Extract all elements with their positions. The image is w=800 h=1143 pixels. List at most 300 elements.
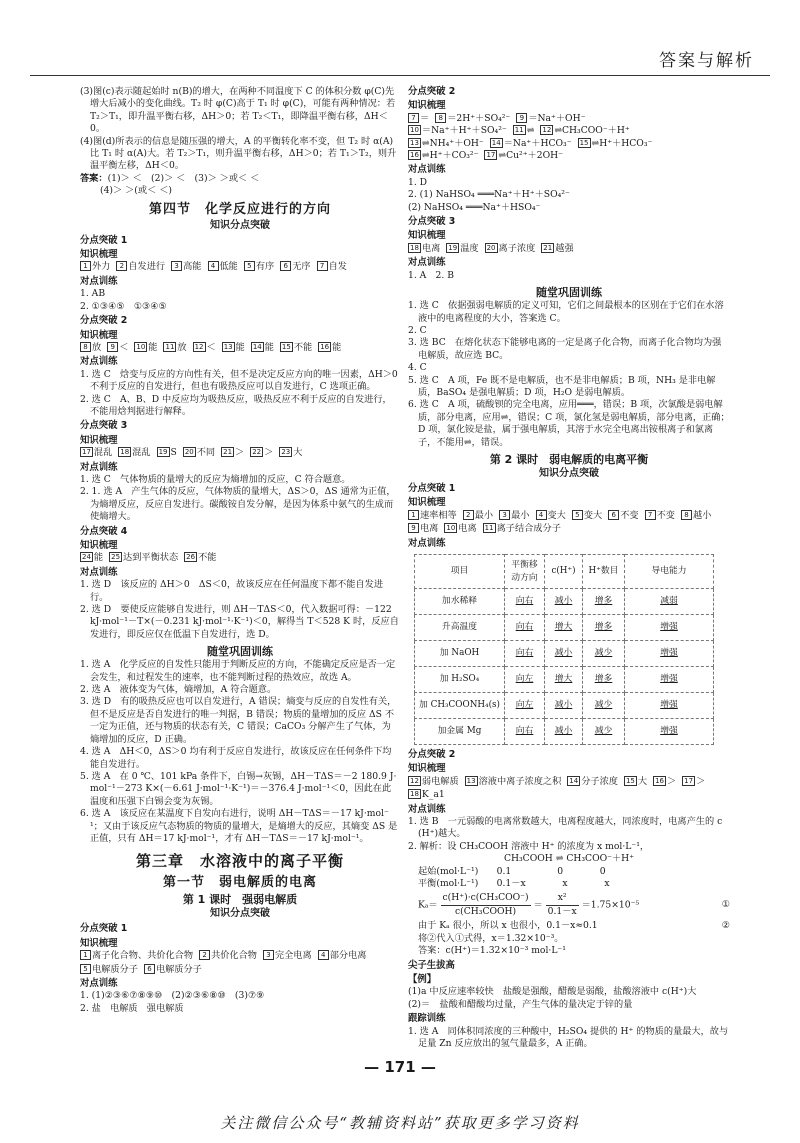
fill-text: ⇌H⁺＋CO₃²⁻ [421,150,479,162]
knowledge-heading: 知识梳理 [80,249,118,261]
number-badge: 3 [263,950,274,960]
answer-item: 4. C [408,362,427,374]
cell-value: 向右 [515,726,534,737]
table-cell: 加 NaOH [415,641,505,667]
number-badge: 21 [543,243,553,252]
page-number: — 171 — [364,1058,436,1076]
fill-item [171,261,201,273]
cell-value: 增强 [660,674,678,685]
equilibrium-start: 起始(mol·L⁻¹) 0.1 0 0 [418,865,606,877]
number-badge: 14 [252,342,262,351]
number-badge: 18 [410,790,419,799]
fill-text: 电离 [458,523,477,535]
answer-item: (2) NaHSO₄ ═══Na⁺＋HSO₄⁻ [408,201,541,213]
table-cell [505,641,545,667]
fill-boxes [408,510,730,536]
fill-boxes [80,261,400,273]
training-heading: 对点训练 [80,275,118,287]
fill-item [263,950,312,962]
number-badge: 12 [542,126,552,135]
knowledge-heading: 知识梳理 [408,100,446,112]
number-badge: 11 [514,126,524,135]
break-heading: 分点突破 2 [80,315,128,327]
answer-list [408,177,730,214]
answer-list [408,816,730,853]
fill-item [193,342,216,354]
table-cell [583,641,625,667]
cell-value: 增多 [594,622,613,633]
fill-item [244,261,274,273]
table-cell: 升高温度 [415,615,505,641]
equation-tag: ② [721,920,730,932]
advanced-heading: 尖子生拔高 [408,959,455,971]
cell-value: 增多 [594,596,613,607]
consolidation-heading: 随堂巩固训练 [207,645,273,659]
fill-text: 高能 [183,261,202,273]
cell-value: 增强 [660,648,678,659]
number-badge: 8 [80,342,91,352]
number-badge: 5 [572,510,583,520]
fill-text: 越小 [693,509,712,521]
number-badge: 4 [208,261,219,271]
fill-text: 外力 [92,261,111,273]
fill-text: 离子化合物、共价化合物 [92,950,194,962]
number-badge: 3 [171,261,182,271]
fill-item [118,447,150,459]
table-body [415,589,714,745]
fill-item [184,552,216,564]
fill-boxes [408,243,730,255]
answer-item: (2)＝ 盐酸和醋酸均过量，产生气体的量决定于锌的量 [408,998,633,1010]
fill-text: ＝Na⁺＋OH⁻ [528,112,586,124]
fill-text: 达到平衡状态 [123,552,179,564]
fill-item [645,510,675,522]
number-badge: 20 [486,243,496,252]
ka-numerator: c(H⁺)·c(CH₃COO⁻) [441,892,531,905]
answer-item: 2. 1. 选 A 产生气体的反应，气体物质的量增大，ΔS＞0，ΔS 通常为正值，为熵增反应，反应自发进行。碳酸铵自发分解，是因为体系中氨气的生成而使熵增大。 [80,486,396,523]
fill-item [408,125,507,137]
answer-item: 2. 选 C A、B、D 中反应均为吸热反应，吸热反应不利于反应的自发进行，不能用焓判据进行解释。 [80,393,392,417]
answer-list [80,579,400,641]
number-badge: 22 [252,448,262,457]
number-badge: 6 [280,261,291,271]
answer-item: 3. 选 BC 在熔化状态下能够电离的一定是离子化合物，而离子化合物均为强电解质，故应选 BC。 [408,337,722,361]
fill-text: 自发 [328,261,347,273]
fill-item [567,776,618,788]
fill-text: ＝Na⁺＋H⁺＋SO₄²⁻ [421,125,507,137]
number-badge: 14 [569,776,579,785]
table-cell [505,693,545,719]
section-subtitle: 知识分点突破 [210,219,270,231]
table-cell [583,667,625,693]
cell-value: 增大 [554,674,573,685]
consolidation-heading: 随堂巩固训练 [536,286,602,300]
fill-text: 能 [264,341,274,353]
answer-item: 2. (1) NaHSO₄ ═══Na⁺＋H⁺＋SO₄²⁻ [408,189,570,201]
answer-item: 3. 选 D 有的吸热反应也可以自发进行，A 错误；熵变与反应的自发性有关，但不是反应是否自发进行的唯一判据，B 错误；物质的量增加的反应 ΔS 不一定为正值，还与物质的状态有关，C 错误；CaCO₃ 分解产生了气体，为熵增加的反应，D 正确。 [80,696,397,745]
answer-item: 2. 选 A 液体变为气体，熵增加，A 符合题意。 [80,684,277,696]
fill-text: 弱电解质 [421,775,459,787]
fill-text: 不能 [198,552,217,564]
number-badge: 16 [320,342,330,351]
fill-text: 电解质分子 [155,963,202,975]
fill-boxes [80,447,400,459]
number-badge: 9 [107,342,118,352]
number-badge: 7 [645,510,656,520]
answer-label: 答案： [80,172,108,184]
fill-item [157,447,177,459]
cell-value: 向右 [515,648,534,659]
number-badge: 15 [625,776,635,785]
fill-item [107,342,128,354]
number-badge: 16 [655,776,664,785]
answer-item: 1. 选 C 焓变与反应的方向性有关，但不是决定反应方向的唯一因素，ΔH＞0 不利于反应的自发进行，但也有吸热反应可以自发进行，C 选项正确。 [80,368,398,393]
fill-text: ⇌CH₃COO⁻＋H⁺ [554,125,630,137]
fill-text: ＝ [420,112,430,124]
answer-item: 2. 盐 电解质 强电解质 [80,1002,184,1014]
fill-item [250,447,273,459]
fill-text: ⇌ [526,125,535,137]
answer-list [80,659,400,845]
answer-item: 1. 选 C 依据强弱电解质的定义可知，它们之间最根本的区别在于它们在水溶液中的电离程度的大小，答案选 C。 [408,300,724,324]
break-heading: 分点突破 2 [408,749,456,760]
training-heading: 对点训练 [80,977,118,989]
number-badge: 2 [199,950,210,960]
fill-text: 电离 [420,523,439,535]
cell-value: 减少 [594,648,613,659]
number-badge: 8 [681,510,692,520]
number-badge: 13 [410,138,419,147]
fill-text: ⇌H⁺＋HCO₃⁻ [591,137,653,149]
equation-row [408,113,730,125]
fill-item [408,523,438,535]
number-badge: 10 [446,524,456,533]
answer-list [80,474,400,524]
answer-text: (4)＞ ＞(或＜ ＜) [100,185,172,197]
fill-item [80,552,103,564]
fill-item [608,510,638,522]
number-badge: 2 [116,261,127,271]
ka-formula [408,892,730,918]
table-cell [545,589,583,615]
number-badge: 4 [536,510,547,520]
fill-item [183,447,215,459]
training-heading: 对点训练 [408,164,446,176]
table-cell [625,693,714,719]
number-badge: 12 [194,342,204,351]
break-heading: 分点突破 3 [408,216,456,228]
fill-text: 大 [293,447,303,459]
table-cell: 加 CH₃COONH₄(s) [415,693,505,719]
fill-text: ＞ [264,447,274,459]
fill-item [163,342,186,354]
ka-denominator-2: 0.1－x [547,905,577,917]
fill-text: 离子浓度 [498,242,536,254]
fill-item [485,243,536,255]
table-row [415,719,714,745]
answer-line [80,173,400,185]
fill-item [134,342,157,354]
final-answer: 答案：c(H⁺)＝1.32×10⁻³ mol·L⁻¹ [418,945,566,957]
table-header: 平衡移动方向 [505,555,545,589]
ka-numerator-2: x² [546,892,579,905]
table-cell [583,693,625,719]
number-badge: 11 [165,342,175,351]
fill-item [578,138,653,150]
cell-value: 增强 [660,726,678,737]
cell-value: 减小 [554,596,573,607]
answer-item: 1. 选 B 一元弱酸的电离常数越大，电离程度越大，同浓度时，电离产生的 c(H⁺)越大。 [408,816,723,840]
fill-item [317,261,347,273]
example-label: 【例】 [408,973,437,985]
approx-row [408,920,730,932]
answer-list [80,990,400,1015]
training-heading: 对点训练 [408,257,446,269]
fill-text: 完全电离 [275,950,312,962]
table-cell [583,719,625,745]
table-cell [545,693,583,719]
answer-item: 1. (1)②③⑥⑦⑧⑨⑩ (2)②③⑥⑧⑩ (3)⑦⑨ [80,990,265,1002]
fill-item [463,510,493,522]
ka-denominator: c(CH₃COOH) [455,905,517,917]
break-heading: 分点突破 4 [80,525,128,537]
header-title: 答案与解析 [659,51,754,71]
ka-equals: ＝ [533,899,543,911]
fill-text: 离子结合成分子 [496,523,561,535]
number-badge: 18 [120,448,130,457]
follow-heading: 跟踪训练 [408,1013,446,1025]
fill-item [540,125,629,137]
number-badge: 14 [491,138,501,147]
fill-item [318,950,367,962]
fill-text: 能 [148,341,158,353]
number-badge: 15 [281,342,291,351]
fill-text: 电解质分子 [92,963,138,975]
approx-text: 由于 Kₐ 很小，所以 x 也很小，0.1－x≈0.1 [418,920,598,932]
equation-row [408,138,730,150]
table-cell [625,719,714,745]
number-badge: 9 [516,113,527,123]
answer-item: 4. 选 A ΔH＜0，ΔS＞0 均有利于反应自发进行，故该反应在任何条件下均能自发进行。 [80,746,392,770]
number-badge: 1 [408,510,419,520]
header-rule [30,75,770,76]
fill-boxes [80,552,400,564]
equation-row [408,150,730,162]
table-cell [545,667,583,693]
answer-item: 1. D [408,176,428,188]
section-subtitle: 知识分点突破 [539,467,599,479]
number-badge: 17 [82,448,91,457]
number-badge: 20 [184,448,194,457]
fill-item [435,113,510,125]
answer-list [408,1026,730,1051]
table-cell [625,589,714,615]
fill-text: 有序 [255,261,275,273]
fill-text: ⇌NH₄⁺＋OH⁻ [421,137,484,149]
ionization-table [414,554,714,745]
equilibrium-balance: 平衡(mol·L⁻¹) 0.1－x x x [418,878,610,890]
answer-item: 1. A 2. B [408,269,454,281]
fill-item [279,447,302,459]
fill-item [408,243,440,255]
table-cell [505,589,545,615]
table-cell: 加水稀释 [415,589,505,615]
answer-item: 2. C [408,324,427,336]
knowledge-heading: 知识梳理 [408,497,446,509]
fill-text: ＜ [119,341,129,353]
table-row [415,589,714,615]
fill-text: 变大 [583,509,603,521]
cell-value: 减少 [594,700,613,711]
table-cell [583,589,625,615]
cell-value: 减小 [554,726,573,737]
number-badge: 13 [223,342,233,351]
lesson-title: 第 2 课时 弱电解质的电离平衡 [489,452,649,466]
table-header: c(H⁺) [545,555,583,589]
fill-item [408,776,459,788]
fill-text: ＜ [206,341,216,353]
training-heading: 对点训练 [80,566,118,578]
fill-text: K_a1 [421,789,445,801]
knowledge-heading: 知识梳理 [80,434,118,446]
fill-item [408,138,484,150]
fill-text: 变大 [547,509,566,521]
fill-text: 共价化合物 [211,950,257,962]
footer-note: 关注微信公众号“教辅资料站”获取更多学习资料 [220,1114,580,1132]
fill-item [444,523,476,535]
fill-item [80,950,193,962]
fill-text: 不能 [293,341,313,353]
break-heading: 分点突破 2 [408,86,456,97]
page-header [0,36,800,76]
number-badge: 12 [410,776,419,785]
answer-item: 6. 选 A 该反应在某温度下自发向右进行，说明 ΔH－TΔS＝－17 kJ·mol⁻¹；又由于该反应气态物质的物质的量增大，是熵增大的反应，其熵变 ΔS 是正值，只有 ΔH＝17 kJ·mol⁻¹，才有 ΔH－TΔS＝－17 kJ·mol⁻¹。 [80,808,398,844]
fill-item [221,447,244,459]
fill-text: ＝Na⁺＋HCO₃⁻ [503,137,572,149]
answer-item: (1)a 中反应速率较快 盐酸是强酸，醋酸是弱酸，盐酸溶液中 c(H⁺)大 [408,986,697,998]
intro-line: (4)图(d)所表示的信息是随压强的增大，A 的平衡转化率不变，但 T₂ 时 α(A)比 T₁ 时 α(A)大。若 T₂＞T₁，则升温平衡右移，ΔH＞0；若 T₁＞T₂，则升温平衡左移，ΔH＜0。 [80,135,397,172]
table-cell [505,667,545,693]
number-badge: 18 [410,243,419,252]
knowledge-heading: 知识梳理 [408,763,446,775]
left-column [80,86,400,1015]
table-cell [505,615,545,641]
number-badge: 9 [408,523,419,533]
fill-text: 溶液中离子浓度之积 [478,775,562,787]
fill-text: ⇌Cu²⁺＋2OH⁻ [498,150,563,162]
number-badge: 17 [684,776,694,785]
fill-text: 混乱 [132,447,151,459]
number-badge: 19 [448,243,458,252]
fill-text: ＝2H⁺＋SO₄²⁻ [447,112,511,124]
fill-item [280,261,310,273]
number-badge: 5 [80,964,91,974]
fill-boxes [80,950,400,976]
number-badge: 7 [317,261,328,271]
fill-text: 最小 [474,509,494,521]
equilibrium-equation: CH₃COOH ⇌ CH₃COO⁻＋H⁺ [503,853,635,865]
number-badge: 6 [144,964,155,974]
fill-text: ＞ [696,775,706,787]
table-cell [625,641,714,667]
fill-item [109,552,178,564]
table-row [415,693,714,719]
fill-item [251,342,274,354]
knowledge-heading: 知识梳理 [80,937,118,949]
number-badge: 10 [136,342,146,351]
fill-text: ＞ [235,447,245,459]
cell-value: 向右 [515,596,534,607]
ka-expression [418,892,639,918]
fill-text: 不变 [656,509,675,521]
number-badge: 5 [244,261,255,271]
answer-item: 1. AB [80,288,106,300]
table-cell: 加金属 Mg [415,719,505,745]
answer-text: (1)＞ ＜ (2)＞ ＜ (3)＞ ＞或＜ ＜ [107,172,260,184]
answer-item: 6. 选 C A 项，硫酸钡的完全电离，应用═══，错误；B 项，次氯酸是弱电解质，部分电离，应用⇌，错误；C 项，氯化氢是弱电解质，部分电离，正确；D 项，氯化铵是盐，属于强电解质，其溶于水完全电离出铵根离子和氯离子，不能用⇌，错误。 [408,399,730,448]
fill-text: 速率相等 [420,509,457,521]
fill-item [208,261,238,273]
answer-item: 1. 选 C 气体物质的量增大的反应为熵增加的反应，C 符合题意。 [80,473,351,485]
knowledge-heading: 知识梳理 [408,230,446,242]
break-heading: 分点突破 3 [80,420,128,432]
number-badge: 26 [186,553,196,562]
fill-item [499,510,529,522]
fill-item [624,776,647,788]
number-badge: 25 [111,553,121,562]
section-title: 第四节 化学反应进行的方向 [148,201,331,217]
table-cell [625,667,714,693]
table-header: 项目 [415,555,505,589]
number-badge: 1 [80,950,91,960]
answer-item: 1. 选 A 化学反应的自发性只能用于判断反应的方向，不能确定反应是否一定会发生，和过程发生的速率，也不能判断过程的热效应，故选 A。 [80,659,396,683]
training-heading: 对点训练 [80,461,118,473]
fill-item [484,150,563,162]
fill-item [490,138,572,150]
answer-item: 2. 选 D 要使反应能够自发进行，则 ΔH－TΔS＜0，代入数据可得：－122 kJ·mol⁻¹－T×(－0.231 kJ·mol⁻¹·K⁻¹)＜0，解得当 T＜528 K 时，反应自发进行，即反应仅在低温下自发进行，选 D。 [80,604,399,640]
answer-list [408,270,730,282]
answer-item: 1. 选 A 同体积同浓度的三种酸中，H₂SO₄ 提供的 H⁺ 的物质的量最大，故与足量 Zn 反应放出的氢气量最多，A 正确。 [408,1025,729,1049]
fill-boxes [408,776,730,802]
equation-lines [408,113,730,163]
table-header-row [415,555,714,589]
answer-item: 5. 选 A 在 0 ℃、101 kPa 条件下，白锡→灰锡，ΔH－TΔS＝－2 180.9 J·mol⁻¹－273 K×(－6.61 J·mol⁻¹·K⁻¹)＝－376.4 J·mol⁻¹＜0，因此在此温度和压强下白锡会变为灰锡。 [80,770,397,807]
fill-item [80,342,101,354]
cell-value: 向左 [515,674,534,685]
fill-text: S [170,447,177,459]
section-subtitle: 知识分点突破 [210,908,270,920]
fill-text: 自发进行 [128,261,166,273]
number-badge: 7 [408,113,419,123]
fill-text: 能 [332,341,342,353]
fill-text: 大 [637,775,648,787]
fill-text: 能 [235,341,245,353]
number-badge: 17 [486,151,496,160]
fill-text: 低能 [219,261,238,273]
knowledge-heading: 知识梳理 [80,329,118,341]
number-badge: 24 [82,553,91,562]
fill-item [408,789,445,801]
fill-item [446,243,478,255]
fill-item [572,510,602,522]
answer-item: 1. 选 D 该反应的 ΔH＞0 ΔS＜0，故该反应在任何温度下都不能自发进行。 [80,579,384,603]
table-cell [545,615,583,641]
fill-item [681,510,711,522]
number-badge: 2 [463,510,474,520]
answer-item: 5. 选 C A 项，Fe 既不是电解质，也不是非电解质；B 项，NH₃ 是非电解质，BaSO₄ 是强电解质；D 项，H₂O 是弱电解质。 [408,374,716,398]
table-cell [625,615,714,641]
table-row [415,641,714,667]
